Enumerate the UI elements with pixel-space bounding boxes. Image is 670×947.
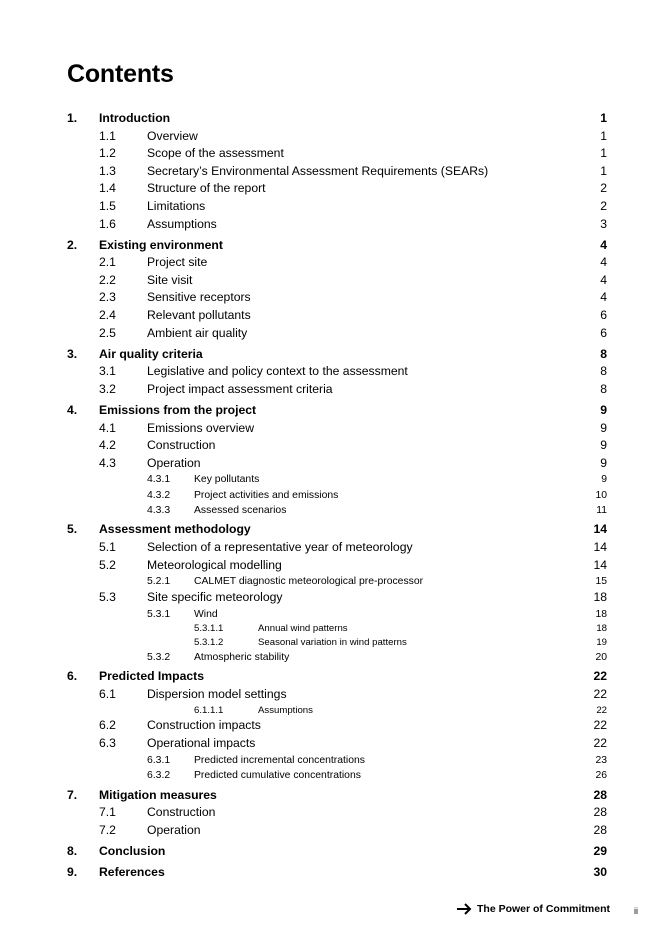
toc-entry[interactable] bbox=[67, 557, 607, 575]
toc-entry-page: 22 bbox=[593, 669, 607, 684]
toc-entry-label: Project activities and emissions bbox=[194, 489, 339, 501]
toc-entry-number: 2.3 bbox=[99, 290, 116, 305]
toc-entry-label: Operational impacts bbox=[147, 736, 256, 751]
toc-entry[interactable] bbox=[67, 574, 607, 589]
toc-entry[interactable] bbox=[67, 804, 607, 822]
toc-entry-number: 4.2 bbox=[99, 438, 116, 453]
toc-entry-page: 14 bbox=[593, 557, 607, 572]
toc-entry-label: Operation bbox=[147, 455, 201, 470]
toc-entry[interactable] bbox=[67, 717, 607, 735]
toc-entry-label: Structure of the report bbox=[147, 181, 266, 196]
toc-entry-page: 22 bbox=[593, 736, 607, 751]
toc-entry-page: 9 bbox=[601, 474, 607, 486]
toc-entry-number: 5. bbox=[67, 522, 78, 537]
toc-entry-label: Project impact assessment criteria bbox=[147, 381, 333, 396]
toc-entry-label: Dispersion model settings bbox=[147, 687, 287, 702]
toc-entry-label: Existing environment bbox=[99, 237, 223, 252]
toc-entry-page: 2 bbox=[600, 181, 607, 196]
toc-entry-page: 4 bbox=[600, 290, 607, 305]
toc-entry-number: 6.2 bbox=[99, 718, 116, 733]
toc-entry-page: 4 bbox=[600, 272, 607, 287]
toc-entry-page: 6 bbox=[600, 325, 607, 340]
toc-entry[interactable] bbox=[67, 437, 607, 455]
toc-entry-label: Conclusion bbox=[99, 843, 166, 858]
toc-entry[interactable] bbox=[67, 787, 607, 805]
toc-entry-label: Wind bbox=[194, 609, 218, 620]
toc-entry-number: 6.3.1 bbox=[147, 754, 171, 766]
toc-entry-page: 19 bbox=[596, 636, 607, 648]
toc-entry-page: 1 bbox=[600, 163, 607, 178]
toc-entry-page: 29 bbox=[593, 843, 607, 858]
toc-entry-number: 5.1 bbox=[99, 540, 116, 555]
toc-entry-page: 4 bbox=[600, 255, 607, 270]
page-number: ii bbox=[634, 906, 638, 916]
toc-entry-number: 4.3.3 bbox=[147, 504, 171, 516]
toc-entry-page: 18 bbox=[596, 623, 607, 635]
toc-entry-number: 6. bbox=[67, 669, 78, 684]
toc-entry-label: Key pollutants bbox=[194, 474, 260, 486]
toc-entry-page: 10 bbox=[595, 489, 607, 501]
toc-entry-page: 8 bbox=[600, 346, 607, 361]
toc-entry-label: Air quality criteria bbox=[99, 346, 203, 361]
toc-entry-number: 3.2 bbox=[99, 381, 116, 396]
toc-entry-number: 5.3.1.2 bbox=[194, 636, 224, 648]
toc-entry-label: Seasonal variation in wind patterns bbox=[258, 636, 407, 648]
toc-entry-page: 4 bbox=[600, 237, 607, 252]
toc-entry-page: 30 bbox=[593, 864, 607, 879]
toc-entry-number: 1.5 bbox=[99, 198, 116, 213]
toc-entry[interactable] bbox=[67, 843, 607, 861]
toc-entry[interactable] bbox=[67, 704, 607, 718]
toc-entry-label: Scope of the assessment bbox=[147, 146, 284, 161]
toc-entry-label: Limitations bbox=[147, 198, 206, 213]
toc-entry-page: 22 bbox=[596, 704, 607, 716]
toc-entry-label: Predicted incremental concentrations bbox=[194, 754, 365, 766]
toc-entry-label: Operation bbox=[147, 822, 201, 837]
toc-entry-page: 18 bbox=[595, 609, 607, 620]
toc-entry-page: 8 bbox=[600, 364, 607, 379]
toc-entry-label: Selection of a representative year of meteorology bbox=[147, 540, 413, 555]
toc-entry[interactable] bbox=[67, 110, 607, 128]
footer-tagline bbox=[456, 903, 610, 915]
toc-entry[interactable] bbox=[67, 622, 607, 636]
toc-entry-number: 9. bbox=[67, 864, 78, 879]
toc-entry-number: 5.2 bbox=[99, 557, 116, 572]
toc-entry-label: Secretary’s Environmental Assessment Requirements (SEARs) bbox=[147, 163, 489, 178]
toc-entry[interactable] bbox=[67, 686, 607, 704]
toc-entry[interactable] bbox=[67, 402, 607, 420]
toc-entry[interactable] bbox=[67, 589, 607, 607]
toc-entry[interactable] bbox=[67, 163, 607, 181]
toc-entry-number: 5.3 bbox=[99, 590, 116, 605]
toc-entry[interactable] bbox=[67, 864, 607, 882]
toc-entry-number: 7.2 bbox=[99, 822, 116, 837]
toc-entry-page: 9 bbox=[600, 420, 607, 435]
toc-entry-label: Meteorological modelling bbox=[147, 557, 282, 572]
toc-entry[interactable] bbox=[67, 180, 607, 198]
toc-entry-label: Annual wind patterns bbox=[258, 623, 348, 635]
toc-entry-label: Construction impacts bbox=[147, 718, 261, 733]
toc-entry-label: Project site bbox=[147, 255, 208, 270]
toc-entry-number: 7.1 bbox=[99, 805, 116, 820]
toc-entry[interactable] bbox=[67, 363, 607, 381]
toc-entry-page: 3 bbox=[600, 216, 607, 231]
toc-entry-number: 6.3 bbox=[99, 736, 116, 751]
toc-entry[interactable] bbox=[67, 768, 607, 783]
toc-entry[interactable] bbox=[67, 145, 607, 163]
toc-entry[interactable] bbox=[67, 521, 607, 539]
table-of-contents bbox=[67, 110, 607, 881]
toc-entry-page: 22 bbox=[593, 718, 607, 733]
toc-entry-page: 9 bbox=[600, 403, 607, 417]
toc-entry[interactable] bbox=[67, 503, 607, 518]
toc-entry-number: 3.1 bbox=[99, 364, 116, 379]
toc-entry[interactable] bbox=[67, 650, 607, 665]
toc-entry-number: 1.2 bbox=[99, 146, 116, 161]
toc-entry[interactable] bbox=[67, 607, 607, 622]
toc-entry-page: 28 bbox=[593, 822, 607, 837]
toc-entry-page: 14 bbox=[593, 540, 607, 555]
toc-entry-number: 1.4 bbox=[99, 181, 116, 196]
arrow-right-icon bbox=[456, 903, 472, 915]
toc-entry-label: Assumptions bbox=[147, 216, 217, 231]
toc-entry-label: Overview bbox=[147, 128, 198, 143]
toc-entry-page: 8 bbox=[600, 381, 607, 396]
toc-entry-number: 4.3.1 bbox=[147, 474, 171, 486]
toc-entry-page: 26 bbox=[595, 769, 607, 781]
toc-entry-number: 6.1.1.1 bbox=[194, 704, 224, 716]
toc-entry-number: 2.2 bbox=[99, 272, 116, 287]
toc-entry[interactable] bbox=[67, 539, 607, 557]
toc-entry-number: 5.3.2 bbox=[147, 651, 171, 663]
toc-entry-page: 28 bbox=[593, 787, 607, 802]
toc-entry-label: Assessment methodology bbox=[99, 522, 251, 537]
toc-entry[interactable] bbox=[67, 128, 607, 146]
toc-entry-number: 5.3.1 bbox=[147, 609, 171, 620]
toc-entry-page: 9 bbox=[600, 438, 607, 453]
toc-entry-page: 22 bbox=[593, 687, 607, 702]
toc-entry-label: References bbox=[99, 864, 165, 879]
toc-entry-page: 9 bbox=[600, 455, 607, 470]
toc-entry[interactable] bbox=[67, 289, 607, 307]
toc-entry[interactable] bbox=[67, 455, 607, 473]
toc-entry-label: Assumptions bbox=[258, 704, 313, 716]
toc-entry-label: Emissions from the project bbox=[99, 403, 257, 417]
toc-entry-number: 4. bbox=[67, 403, 78, 417]
toc-entry-label: Construction bbox=[147, 805, 216, 820]
toc-entry[interactable] bbox=[67, 272, 607, 290]
toc-entry-number: 5.3.1.1 bbox=[194, 623, 224, 635]
toc-entry-page: 6 bbox=[600, 308, 607, 323]
toc-entry[interactable] bbox=[67, 488, 607, 503]
toc-entry[interactable] bbox=[67, 237, 607, 255]
toc-entry-page: 23 bbox=[595, 754, 607, 766]
toc-entry-label: Assessed scenarios bbox=[194, 504, 287, 516]
toc-entry-page: 28 bbox=[593, 805, 607, 820]
toc-entry-number: 2.4 bbox=[99, 308, 116, 323]
toc-entry-page: 1 bbox=[600, 146, 607, 161]
toc-entry-number: 1.6 bbox=[99, 216, 116, 231]
toc-entry[interactable] bbox=[67, 753, 607, 768]
toc-entry-number: 6.1 bbox=[99, 687, 116, 702]
toc-entry-label: Site specific meteorology bbox=[147, 590, 283, 605]
toc-entry[interactable] bbox=[67, 307, 607, 325]
toc-entry-number: 3. bbox=[67, 346, 78, 361]
toc-entry[interactable] bbox=[67, 254, 607, 272]
toc-entry-label: Emissions overview bbox=[147, 420, 255, 435]
toc-entry-page: 2 bbox=[600, 198, 607, 213]
toc-entry-page: 15 bbox=[595, 576, 607, 588]
toc-entry-label: Relevant pollutants bbox=[147, 308, 251, 323]
toc-entry[interactable] bbox=[67, 325, 607, 343]
toc-entry-number: 1.1 bbox=[99, 128, 116, 143]
toc-entry-number: 2. bbox=[67, 237, 78, 252]
toc-entry-number: 6.3.2 bbox=[147, 769, 171, 781]
page-title: Contents bbox=[67, 60, 174, 88]
toc-entry-page: 20 bbox=[595, 651, 607, 663]
toc-entry-number: 1. bbox=[67, 111, 78, 125]
toc-entry[interactable] bbox=[67, 472, 607, 487]
toc-entry-label: Site visit bbox=[147, 272, 193, 287]
toc-entry-label: Introduction bbox=[99, 111, 171, 125]
toc-entry[interactable] bbox=[67, 346, 607, 364]
toc-entry-label: CALMET diagnostic meteorological pre-processor bbox=[194, 576, 424, 588]
toc-entry[interactable] bbox=[67, 216, 607, 234]
toc-entry-number: 2.5 bbox=[99, 325, 116, 340]
toc-entry[interactable] bbox=[67, 668, 607, 686]
toc-entry-label: Construction bbox=[147, 438, 216, 453]
toc-entry[interactable] bbox=[67, 636, 607, 650]
toc-entry-page: 14 bbox=[593, 522, 607, 537]
toc-entry-label: Ambient air quality bbox=[147, 325, 248, 340]
toc-entry-label: Atmospheric stability bbox=[194, 651, 290, 663]
toc-entry-number: 4.3.2 bbox=[147, 489, 171, 501]
toc-entry-page: 18 bbox=[593, 590, 607, 605]
toc-entry-number: 8. bbox=[67, 843, 78, 858]
toc-entry-number: 5.2.1 bbox=[147, 576, 171, 588]
toc-entry-label: Predicted cumulative concentrations bbox=[194, 769, 361, 781]
toc-entry-label: Mitigation measures bbox=[99, 787, 217, 802]
toc-entry[interactable] bbox=[67, 822, 607, 840]
toc-entry-page: 1 bbox=[600, 128, 607, 143]
toc-entry-number: 1.3 bbox=[99, 163, 116, 178]
toc-entry-page: 1 bbox=[600, 111, 607, 125]
toc-entry-number: 7. bbox=[67, 787, 78, 802]
toc-entry-label: Legislative and policy context to the assessment bbox=[147, 364, 408, 379]
toc-entry[interactable] bbox=[67, 735, 607, 753]
toc-entry-label: Sensitive receptors bbox=[147, 290, 251, 305]
toc-entry-label: Predicted Impacts bbox=[99, 669, 204, 684]
toc-entry[interactable] bbox=[67, 420, 607, 438]
footer-text: The Power of Commitment bbox=[477, 903, 611, 915]
toc-entry-page: 11 bbox=[596, 504, 607, 516]
toc-entry-number: 2.1 bbox=[99, 255, 116, 270]
toc-entry-number: 4.1 bbox=[99, 420, 116, 435]
toc-entry[interactable] bbox=[67, 381, 607, 399]
toc-entry[interactable] bbox=[67, 198, 607, 216]
toc-entry-number: 4.3 bbox=[99, 455, 116, 470]
